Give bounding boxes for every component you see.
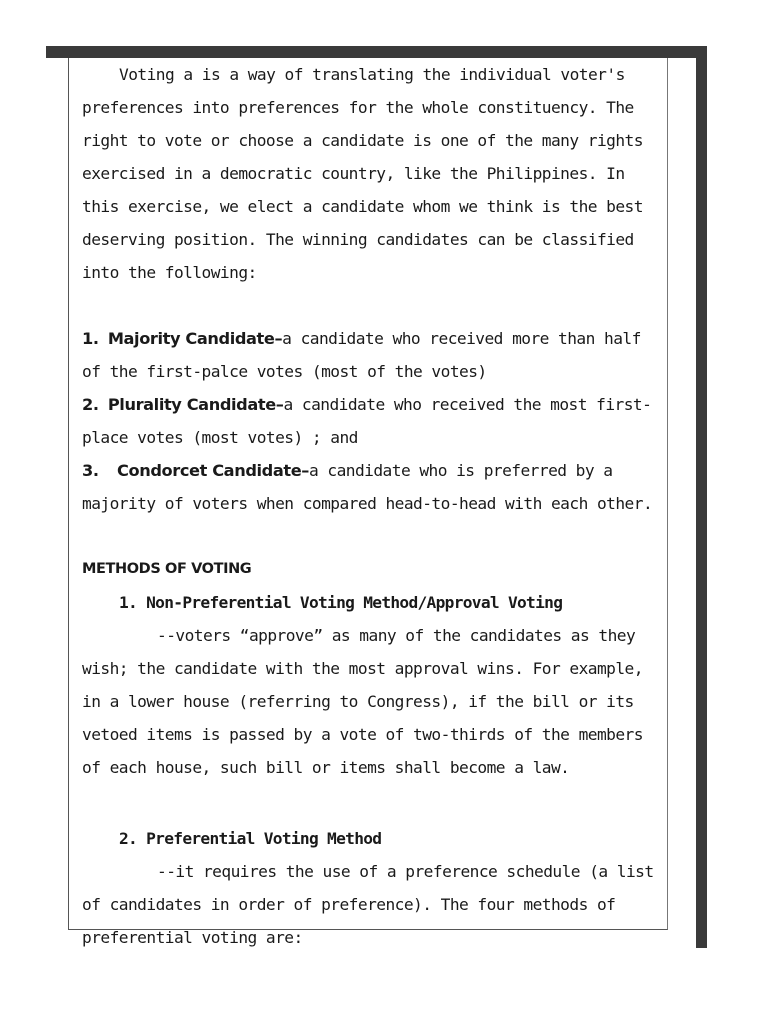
list-item [82, 388, 662, 454]
candidate-definition: a candidate who received the most first-place votes (most votes) ; and [82, 395, 652, 447]
candidate-definition: a candidate who received more than half of the first-palce votes (most of the votes) [82, 329, 641, 381]
methods-heading: METHODS OF VOTING [82, 561, 252, 577]
list-item [82, 454, 662, 520]
method-description: --it requires the use of a preference schedule (a list of candidates in order of preference). The four methods of preferential voting are: [82, 862, 654, 947]
spacer [82, 784, 662, 822]
list-item [82, 322, 662, 388]
top-border-bar [46, 46, 707, 58]
candidate-list [82, 322, 662, 520]
right-border-bar [696, 46, 707, 948]
candidate-term: Majority Candidate– [107, 329, 283, 348]
candidate-number: 2. [82, 395, 99, 414]
candidate-term: Plurality Candidate– [107, 395, 284, 414]
method-description: --voters “approve” as many of the candidates as they wish; the candidate with the most approval wins. For example, in a lower house (referring to Congress), if the bill or its vetoed items is passed by a vote of two-thirds of the members of each house, such bill or items shall become a law. [82, 626, 643, 777]
intro-paragraph: Voting a is a way of translating the individual voter's preferences into preferences for the whole constituency. The right to vote or choose a candidate is one of the many rights exercised in a democratic country, like the Philippines. In this exercise, we elect a candidate whom we think is the best deserving position. The winning candidates can be classified into the following: [82, 65, 643, 282]
candidate-definition: a candidate who is preferred by a majority of voters when compared head-to-head with each other. [82, 461, 653, 513]
candidate-number: 1. [82, 329, 99, 348]
spacer [82, 520, 662, 553]
spacer [82, 289, 662, 322]
candidate-number: 3. [82, 461, 99, 480]
candidate-term: Condorcet Candidate– [117, 461, 309, 480]
method-title: 2. Preferential Voting Method [119, 829, 382, 848]
method-title: 1. Non-Preferential Voting Method/Approval Voting [119, 593, 563, 612]
document-content [82, 58, 662, 954]
document-page [68, 58, 668, 947]
